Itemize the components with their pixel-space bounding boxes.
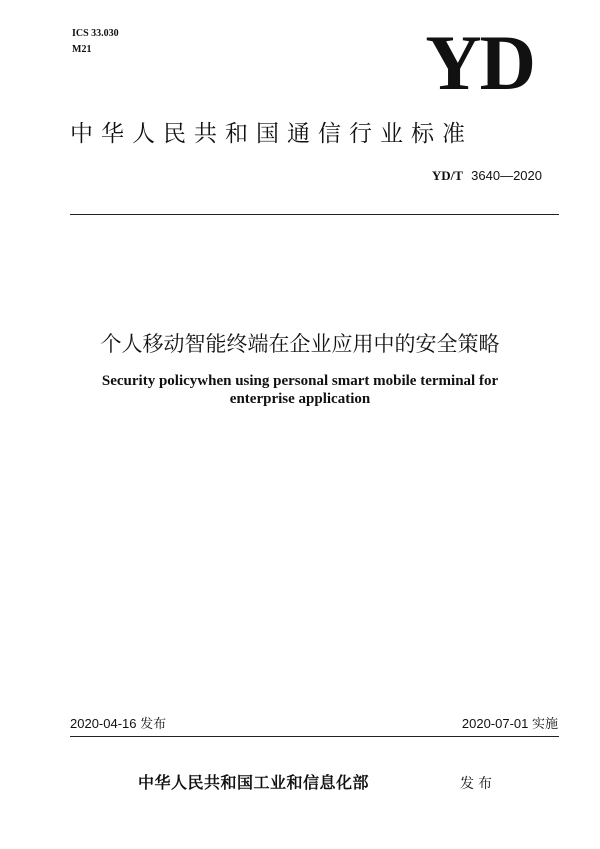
standard-number-prefix: YD/T	[431, 168, 463, 183]
top-divider	[70, 214, 559, 215]
chinese-title: 个人移动智能终端在企业应用中的安全策略	[100, 332, 500, 356]
classification-code: M21	[72, 44, 92, 55]
ics-code: ICS 33.030	[72, 28, 119, 39]
issue-date: 2020-04-16 发布	[70, 716, 167, 731]
standard-type-heading: 中华人民共和国通信行业标准	[70, 121, 473, 147]
implementation-date: 2020-07-01 实施	[461, 716, 558, 731]
english-title-line-1: Security policywhen using personal smart mobile terminal for	[101, 373, 499, 389]
bottom-divider	[70, 736, 559, 737]
issue-label: 发布	[460, 776, 496, 792]
english-title-line-2: enterprise application	[229, 391, 371, 407]
standard-number-value: 3640—2020	[471, 168, 542, 183]
yd-logo: YD	[425, 19, 534, 106]
standard-number	[432, 168, 542, 185]
english-title	[60, 372, 540, 408]
issuing-authority: 中华人民共和国工业和信息化部	[138, 773, 370, 792]
